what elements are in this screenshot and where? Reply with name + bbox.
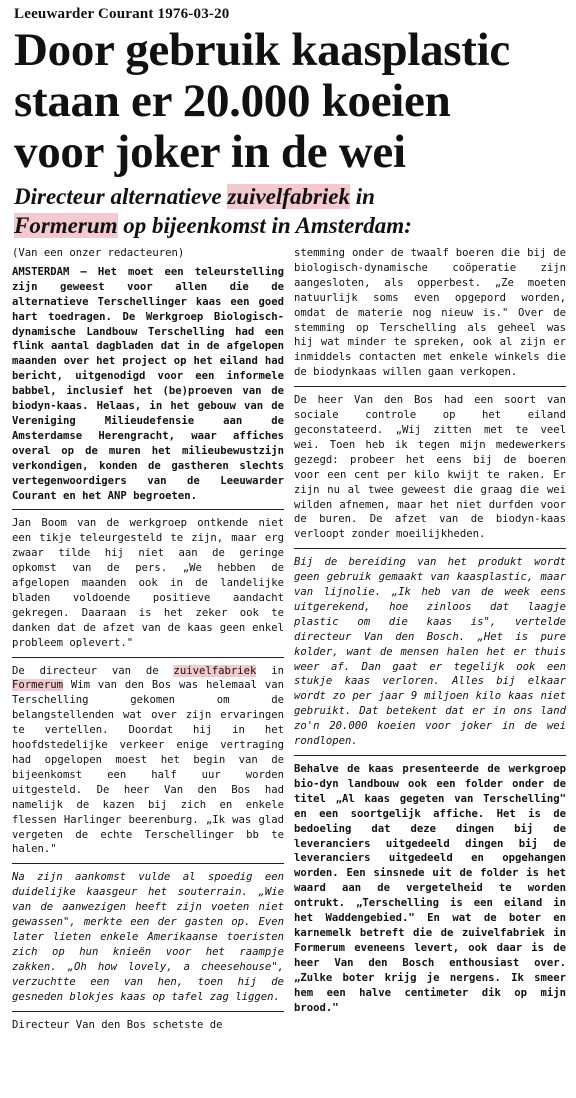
- paragraph-8: Bij de bereiding van het produkt wordt geen gebruik gemaakt van kaasplastic, maar van lijnolie. „Ik heb van de week eens uitgerekend, hoe zinloos dat laagje plastic om die kaas is", vertelde directeur Van den Bosch. „Het is pure kolder, want de mensen halen het er thuis weer af. Dan gaat er tegelijk ook een stukje kaas verloren. Alles bij elkaar wordt zo per jaar 9 miljoen kilo kaas niet gebruikt. Dat betekent dat er in ons land zo'n 20.000 koeien voor joker in de wei rondlopen.: [294, 556, 566, 748]
- paragraph-2: Jan Boom van de werkgroep ontkende niet een tikje teleurgesteld te zijn, maar erg zwaar tilde hij niet aan de geringe opkomst van de pers. „We hebben de afgelopen maanden ook in de landelijke bladen voldoende positieve aandacht gekregen. Daaraan is het zeker ook te danken dat de afzet van de kaas geen enkel probleem oplevert.": [12, 517, 284, 649]
- divider: [12, 509, 284, 510]
- subheadline-line-1: [14, 182, 566, 211]
- paragraph-3-text: in: [256, 664, 284, 677]
- highlight-zuivelfabriek: zuivelfabriek: [173, 664, 257, 677]
- byline: (Van een onzer redacteuren): [12, 247, 185, 259]
- right-column: [294, 246, 566, 1038]
- divider: [294, 548, 566, 549]
- paragraph-4: Na zijn aankomst vulde al spoedig een duidelijke kaasgeur het souterrain. „Wie van de aanwezigen heeft zijn voeten niet gewassen", merkte een der gasten op. Even later lieten enkele Amerikaanse toeristen zich op hun knieën voor het raampje zakken. „Oh how lovely, a cheesehouse", verzuchtte een van hen, toen hij de gesneden blokjes kaas op tafel zag liggen.: [12, 871, 284, 1003]
- headline-line-1: Door gebruik kaasplastic: [14, 24, 510, 76]
- divider: [12, 863, 284, 864]
- highlight-formerum: Formerum: [12, 679, 64, 692]
- headline-line-2: staan er 20.000 koeien: [14, 75, 451, 127]
- paragraph-5: Directeur Van den Bos schetste de: [12, 1018, 223, 1031]
- article-columns: [12, 246, 566, 1038]
- subheadline-text: Directeur alternatieve: [14, 184, 228, 209]
- subheadline-line-2: [14, 211, 566, 240]
- paragraph-6: stemming onder de twaalf boeren die bij de biologisch-dynamische coöperatie zijn aangesloten, als opperbest. „Ze moeten natuurlijk soms even opgepord worden, omdat de materie nog nieuw is." Over de stemming op Terschelling als geheel was hij wat minder te spreken, ook al zijn er inmiddels contacten met enkele winkels die de biodynkaas willen gaan verkopen.: [294, 247, 566, 379]
- headline-line-3: voor joker in de wei: [14, 126, 406, 178]
- divider: [294, 755, 566, 756]
- source-date: Leeuwarder Courant 1976-03-20: [14, 6, 230, 22]
- headline: [14, 25, 566, 178]
- divider: [294, 386, 566, 387]
- highlight-zuivelfabriek: zuivelfabriek: [227, 184, 351, 209]
- divider: [12, 1011, 284, 1012]
- divider: [12, 657, 284, 658]
- subheadline: [14, 182, 566, 240]
- subheadline-text: in: [350, 184, 375, 209]
- paragraph-3: [12, 664, 284, 858]
- paragraph-1: AMSTERDAM — Het moet een teleurstelling zijn geweest voor allen die de alternatieve Terschellinger kaas een goed hart toedragen. De Werkgroep Biologisch-dynamische Landbouw Terschelling had een flink aantal dagbladen dat in de afgelopen maanden over het project op het eiland had bericht, uitgenodigd voor een informele babbel, inclusief het (be)proeven van de biodyn-kaas. Helaas, in het gebouw van de Vereniging Milieudefensie aan de Amsterdamse Herengracht, waar affiches overal op de muren het milieubewustzijn verkondigen, konden de gastheren slechts vertegenwoordigers van de Leeuwarder Courant en het ANP begroeten.: [12, 265, 284, 502]
- left-column: [12, 246, 284, 1038]
- paragraph-3-text: De directeur van de: [12, 664, 174, 677]
- highlight-formerum: Formerum: [14, 213, 118, 238]
- paragraph-9: Behalve de kaas presenteerde de werkgroep bio-dyn landbouw ook een folder onder de titel „Al kaas gegeten van Terschelling" en een soortgelijk affiche. Het is de bedoeling dat deze dingen bij de leveranciers uitgedeeld dingen bij de leveranciers uitgedeeld en opgehangen worden. Een sinsnede uit de folder is het waard aan de vergetelheid te worden ontrukt. „Terschelling is een eiland in het Waddengebied." En wat de boter en karnemelk betreft die de zuivelfabriek in Formerum eveneens levert, ook daar is de heer Van den Bosch enthousiast over. „Zulke boter krijg je nergens. Ik smeer hem een halve centimeter dik op mijn brood.": [294, 763, 566, 1014]
- subheadline-text: op bijeenkomst in Amsterdam:: [117, 213, 412, 238]
- paragraph-7: De heer Van den Bos had een soort van sociale controle op het eiland geconstateerd. „Wij zitten met te veel wei. Toen heb ik tegen mijn medewerkers gezegd: probeer het eens bij de boeren voor een cent per kilo kwijt te raken. Er zijn nu al twee geweest die graag die wei wilden afnemen, maar het niet durfden voor de buren. De afzet van de biodyn-kaas verloopt zonder moeilijkheden.: [294, 394, 566, 541]
- paragraph-3-text: Wim van den Bos was helemaal van Terschelling gekomen om de belangstellenden wat over zijn ervaringen te vertellen. Doordat hij in het hoofdstedelijke verkeer enige vertraging had opgelopen moest het begin van de bijeenkomst een half uur worden uitgesteld. De heer Van den Bos had namelijk de kazen bij zich en enkele flessen Harlinger beerenburg. „Ik was glad vergeten de echte Terschellinger bb te halen.": [12, 679, 284, 856]
